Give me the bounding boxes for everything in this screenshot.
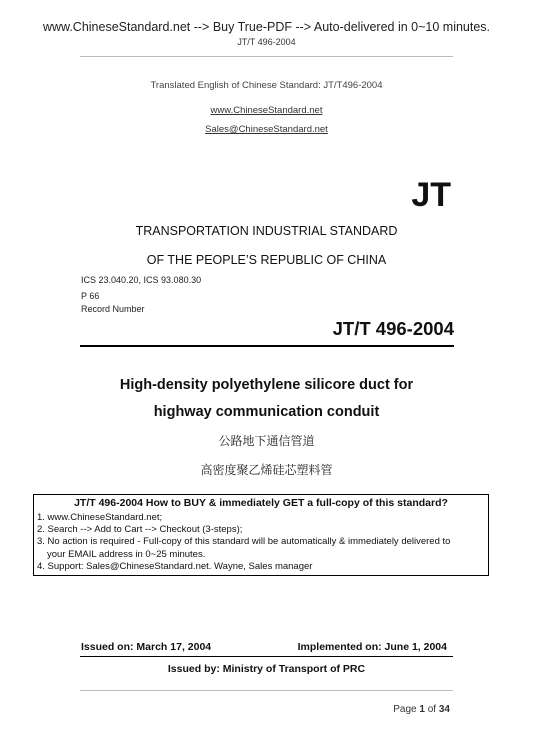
footer-divider [80, 690, 453, 691]
page-total: 34 [438, 704, 450, 715]
purchase-box-title: JT/T 496-2004 How to BUY & immediately GET a full-copy of this standard? [74, 497, 448, 509]
purchase-step: 3. No action is required - Full-copy of this standard will be automatically & immediately delivered to [37, 536, 451, 548]
standard-title-line1: TRANSPORTATION INDUSTRIAL STANDARD [135, 224, 398, 238]
header-banner: www.ChineseStandard.net --> Buy True-PDF --> Auto-delivered in 0~10 minutes. [42, 20, 491, 34]
purchase-step: 4. Support: Sales@ChineseStandard.net. Wayne, Sales manager [37, 560, 313, 572]
record-number: Record Number [81, 304, 145, 314]
page-indicator [393, 704, 450, 715]
website-link[interactable]: www.ChineseStandard.net [210, 105, 323, 116]
translation-note: Translated English of Chinese Standard: JT/T496-2004 [150, 80, 383, 91]
document-title-line1: High-density polyethylene silicore duct for [119, 377, 414, 393]
purchase-step: 2. Search --> Add to Cart --> Checkout (3-steps); [37, 524, 243, 536]
document-title-line2: highway communication conduit [153, 404, 380, 420]
header-divider [80, 56, 453, 57]
dates-divider [80, 656, 453, 657]
issuing-authority: Issued by: Ministry of Transport of PRC [167, 663, 366, 675]
page-prefix: Page [393, 704, 417, 715]
email-link[interactable]: Sales@ChineseStandard.net [205, 124, 328, 135]
header-standard-code: JT/T 496-2004 [237, 37, 296, 47]
issued-on-date: Issued on: March 17, 2004 [81, 641, 212, 653]
purchase-step: 1. www.ChineseStandard.net; [37, 512, 163, 523]
ics-code: ICS 23.040.20, ICS 93.080.30 [81, 275, 202, 285]
implemented-on-date: Implemented on: June 1, 2004 [297, 641, 447, 653]
purchase-steps-list [37, 512, 450, 573]
chinese-title-line1: 公路地下通信管道 [218, 434, 315, 448]
purchase-info-box [33, 494, 489, 576]
chinese-title-line2: 高密度聚乙烯硅芯塑料管 [200, 463, 333, 477]
standard-title-line2: OF THE PEOPLE’S REPUBLIC OF CHINA [146, 253, 387, 267]
page-current: 1 [419, 704, 425, 715]
standard-logo: JT [411, 176, 451, 214]
purchase-step-continuation: your EMAIL address in 0~25 minutes. [47, 548, 206, 560]
p-code: P 66 [81, 291, 100, 301]
title-divider [80, 345, 454, 347]
page-of: of [427, 704, 437, 715]
standard-number: JT/T 496-2004 [332, 318, 454, 339]
